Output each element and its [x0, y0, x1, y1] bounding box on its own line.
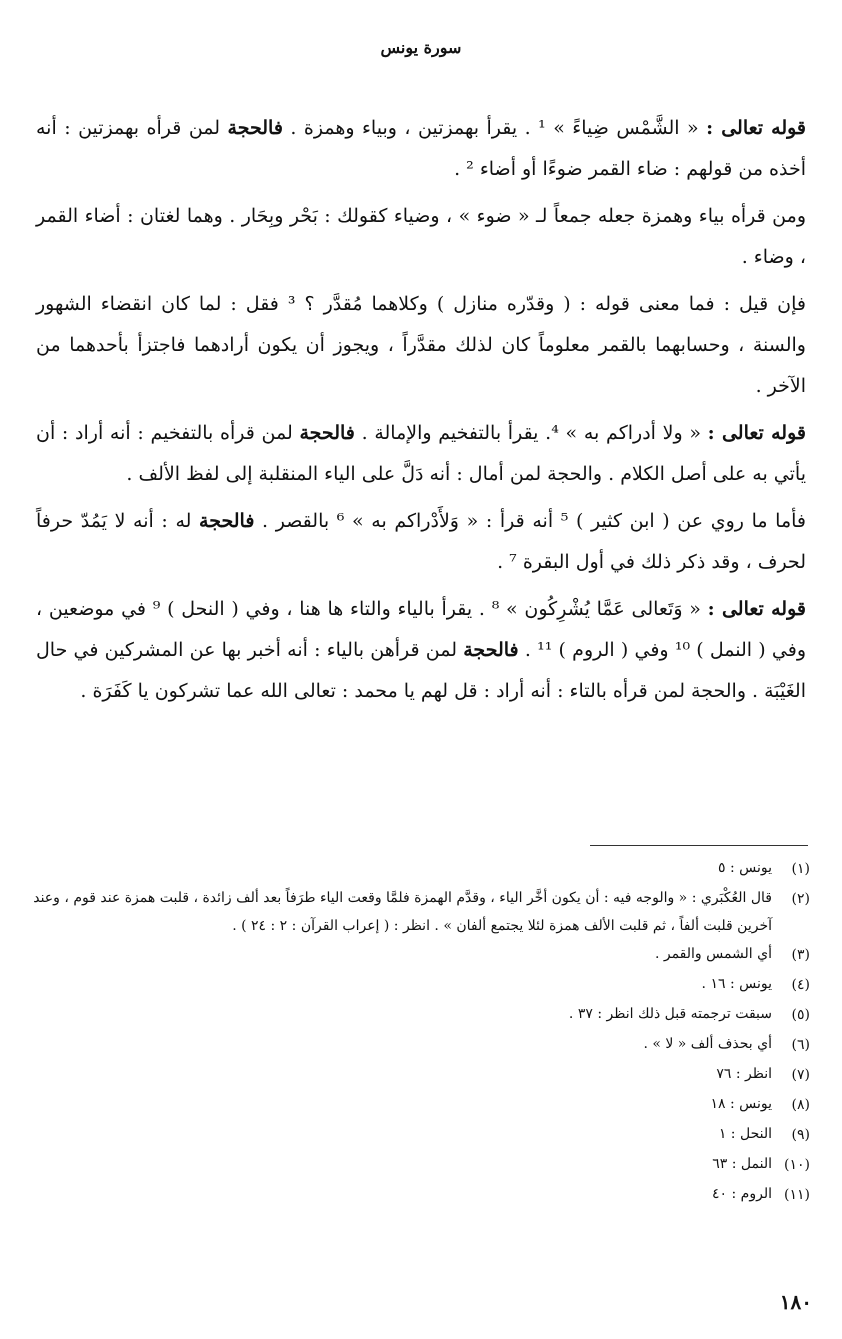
paragraph-text: فأما ما روي عن ( ابن كثير ) ⁵ أنه قرأ : « وَلأَدْراكم به » ⁶ بالقصر . — [254, 510, 806, 532]
footnote — [28, 1120, 810, 1150]
footnote-text: النحل : ١ — [718, 1126, 772, 1142]
paragraph — [36, 196, 806, 278]
paragraph-rest: له : أنه لا يَمُدّ حرفاً لحرف ، وقد ذكر ذلك في أول البقرة ⁷ . — [36, 510, 806, 573]
footnote — [28, 1030, 810, 1060]
footnote-text: يونس : ١٦ . — [701, 976, 772, 992]
footnote-number: (٨) — [791, 1097, 810, 1113]
footnote-number: (٧) — [791, 1067, 810, 1083]
footnote-text: سبقت ترجمته قبل ذلك انظر : ٣٧ . — [568, 1006, 772, 1022]
paragraph-text: فإن قيل : فما معنى قوله : ( وقدّره منازل ) وكلاهما مُقدَّر ؟ ³ فقل : لما كان انقضاء الشهور والسنة ، وحسابهما بالقمر معلوماً كان لذلك مقدَّراً ، ويجوز أن يكون أرادهما فاجتزأ بأحدهما من الآخر . — [36, 293, 806, 397]
footnote-text: يونس : ٥ — [717, 860, 772, 876]
paragraph-rest: لمن قرأه بالتفخيم : أنه أراد : أن يأتي به على أصل الكلام . والحجة لمن أمال : أنه دَلَّ على الياء المنقلبة إلى لفظ الألف . — [36, 422, 806, 485]
paragraph — [36, 589, 806, 712]
paragraph — [36, 413, 806, 495]
paragraph-rest: لمن قرأه بهمزتين : أنه أخذه من قولهم : ضاء القمر ضوءًا أو أضاء ² . — [36, 117, 806, 180]
footnote — [28, 854, 810, 884]
footnote-text: يونس : ١٨ — [710, 1096, 772, 1112]
paragraph-lead: قوله تعالى : — [707, 422, 806, 444]
paragraph-lead: قوله تعالى : — [707, 598, 806, 620]
footnote-number: (٦) — [791, 1037, 810, 1053]
footnote-number: (٤) — [791, 977, 810, 993]
paragraph-rest: لمن قرأهن بالياء : أنه أخبر بها عن المشركين في حال الغَيْبَة . والحجة لمن قرأه بالتاء : أنه أراد : قل لهم يا محمد : تعالى الله عما تشركون يا كَفَرَة . — [36, 639, 806, 702]
footnote-number: (٩) — [791, 1127, 810, 1143]
footnote-number: (١٠) — [784, 1157, 810, 1173]
footnote — [28, 1000, 810, 1030]
footnote-text: الروم : ٤٠ — [712, 1186, 772, 1202]
paragraph — [36, 284, 806, 407]
footnote-text: النمل : ٦٣ — [712, 1156, 772, 1172]
footnote-text: قال العُكْبَري : « والوجه فيه : أن يكون أخَّر الياء ، وقدَّم الهمزة فلمَّا وقعت الياء طرَفاً بعد ألف زائدة ، قلبت همزة عند قوم ، وعند آخرين قلبت ألفاً ، ثم قلبت الألف همزة لئلا يجتمع ألفان » . انظر : ( إعراب القرآن : ٢ : ٢٤ ) . — [33, 890, 772, 934]
paragraph-text: « ولا أدراكم به » ⁴. يقرأ بالتفخيم والإمالة . — [354, 422, 708, 444]
footnote — [28, 1150, 810, 1180]
paragraph — [36, 501, 806, 583]
footnote — [28, 1090, 810, 1120]
paragraph-text: « الشَّمْس ضِياءً » ¹ . يقرأ بهمزتين ، وبياء وهمزة . — [282, 117, 707, 139]
paragraph-text: « وَتَعالى عَمَّا يُشْرِكُون » ⁸ . يقرأ بالياء والتاء ها هنا ، وفي ( النحل ) ⁹ في موضعين ، وفي ( النمل ) ¹⁰ وفي ( الروم ) ¹¹ . — [36, 598, 807, 661]
paragraph-text: ومن قرأه بياء وهمزة جعله جمعاً لـ « ضوء » ، وضياء كقولك : بَحْر وبِحَار . وهما لغتان : أضاء القمر ، وضاء . — [36, 205, 806, 268]
paragraph — [36, 108, 806, 190]
footnote — [28, 1180, 810, 1210]
footnote-number: (١) — [791, 861, 810, 877]
main-text — [36, 108, 806, 718]
footnotes — [28, 854, 810, 1210]
footnote-divider — [590, 845, 808, 846]
paragraph-lead: قوله تعالى : — [706, 117, 807, 139]
paragraph-bold: فالحجة — [199, 510, 255, 532]
footnote — [28, 970, 810, 1000]
paragraph-bold: فالحجة — [299, 422, 355, 444]
paragraph-bold: فالحجة — [463, 639, 519, 661]
footnote-text: انظر : ٧٦ — [716, 1066, 772, 1082]
footnote-number: (٢) — [791, 891, 810, 907]
footnote-number: (٣) — [791, 947, 810, 963]
footnote — [28, 940, 810, 970]
footnote-number: (٥) — [791, 1007, 810, 1023]
footnote — [28, 1060, 810, 1090]
page-number: ١٨٠ — [779, 1290, 812, 1314]
footnote-text: أي الشمس والقمر . — [654, 946, 772, 962]
footnote-text: أي بحذف ألف « لا » . — [643, 1036, 772, 1052]
paragraph-bold: فالحجة — [227, 117, 283, 139]
footnote — [28, 884, 810, 940]
footnote-number: (١١) — [784, 1187, 810, 1203]
page-header-title: سورة يونس — [380, 38, 462, 57]
